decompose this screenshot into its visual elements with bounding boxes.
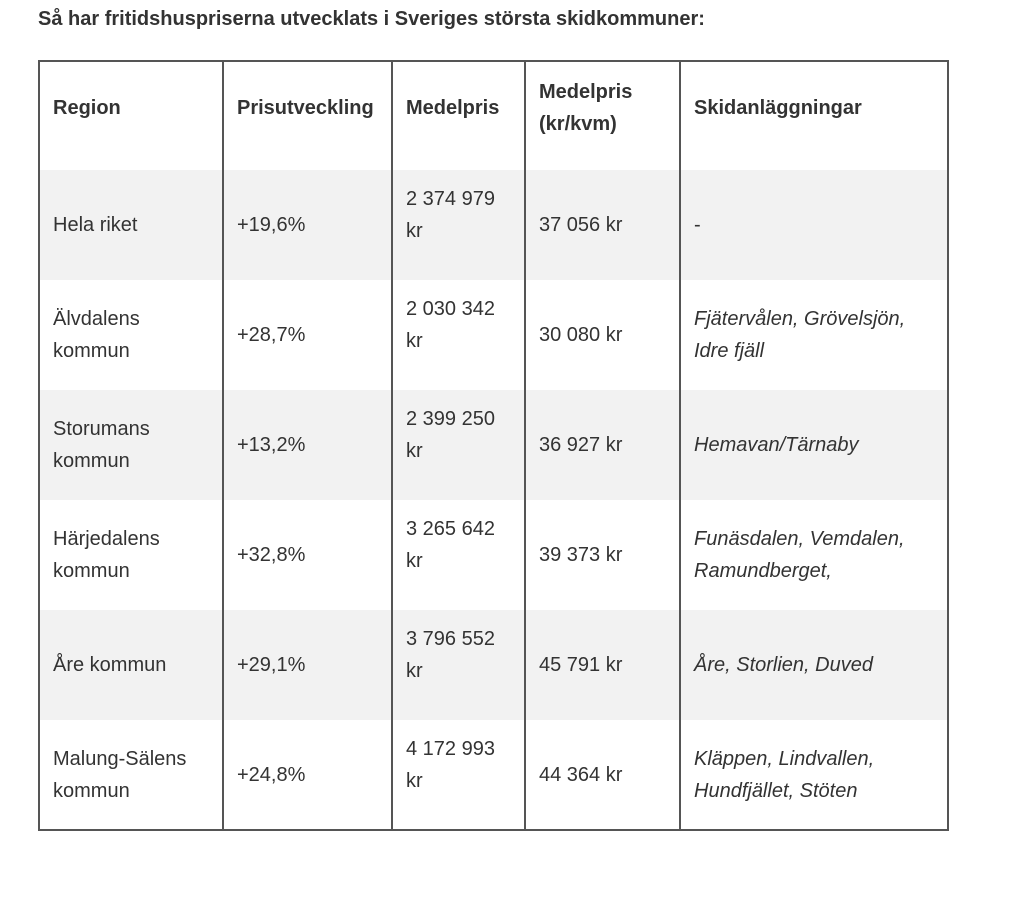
cell-price-change: +24,8% bbox=[223, 720, 392, 830]
cell-average-price: 2 399 250 kr bbox=[392, 390, 525, 500]
header-region: Region bbox=[39, 61, 223, 170]
header-average-price: Medelpris bbox=[392, 61, 525, 170]
cell-region: Älvdalens kommun bbox=[39, 280, 223, 390]
cell-price-change: +19,6% bbox=[223, 170, 392, 280]
cell-price-change: +13,2% bbox=[223, 390, 392, 500]
cell-region: Härjedalens kommun bbox=[39, 500, 223, 610]
table-row bbox=[39, 390, 948, 500]
cell-price-change: +28,7% bbox=[223, 280, 392, 390]
cell-ski-resorts: Hemavan/Tärnaby bbox=[680, 390, 948, 500]
header-ski-resorts: Skidanläggningar bbox=[680, 61, 948, 170]
cell-region: Hela riket bbox=[39, 170, 223, 280]
cell-average-price: 3 265 642 kr bbox=[392, 500, 525, 610]
cell-region: Storumans kommun bbox=[39, 390, 223, 500]
cell-ski-resorts: Åre, Storlien, Duved bbox=[680, 610, 948, 720]
cell-region: Åre kommun bbox=[39, 610, 223, 720]
cell-average-price: 2 374 979 kr bbox=[392, 170, 525, 280]
table-row bbox=[39, 720, 948, 830]
cell-average-price-per-sqm: 30 080 kr bbox=[525, 280, 680, 390]
cell-region: Malung-Sälens kommun bbox=[39, 720, 223, 830]
header-average-price-per-sqm: Medelpris (kr/kvm) bbox=[525, 61, 680, 170]
cell-average-price-per-sqm: 36 927 kr bbox=[525, 390, 680, 500]
page-heading: Så har fritidshuspriserna utvecklats i Sveriges största skidkommuner: bbox=[38, 8, 705, 30]
cell-average-price-per-sqm: 39 373 kr bbox=[525, 500, 680, 610]
table-row bbox=[39, 280, 948, 390]
table-row bbox=[39, 170, 948, 280]
table-row bbox=[39, 610, 948, 720]
cell-average-price-per-sqm: 45 791 kr bbox=[525, 610, 680, 720]
cell-average-price: 2 030 342 kr bbox=[392, 280, 525, 390]
price-table bbox=[38, 60, 949, 831]
cell-average-price: 4 172 993 kr bbox=[392, 720, 525, 830]
cell-average-price-per-sqm: 44 364 kr bbox=[525, 720, 680, 830]
cell-ski-resorts: Fjätervålen, Grövelsjön, Idre fjäll bbox=[680, 280, 948, 390]
cell-ski-resorts: Kläppen, Lindvallen, Hundfjället, Stöten bbox=[680, 720, 948, 830]
cell-price-change: +29,1% bbox=[223, 610, 392, 720]
cell-ski-resorts: Funäsdalen, Vemdalen, Ramundberget, bbox=[680, 500, 948, 610]
header-price-change: Prisutveckling bbox=[223, 61, 392, 170]
table-header bbox=[39, 61, 948, 170]
table-body bbox=[39, 170, 948, 830]
cell-average-price-per-sqm: 37 056 kr bbox=[525, 170, 680, 280]
cell-ski-resorts: - bbox=[680, 170, 948, 280]
cell-price-change: +32,8% bbox=[223, 500, 392, 610]
cell-average-price: 3 796 552 kr bbox=[392, 610, 525, 720]
table-row bbox=[39, 500, 948, 610]
header-row bbox=[39, 61, 948, 170]
